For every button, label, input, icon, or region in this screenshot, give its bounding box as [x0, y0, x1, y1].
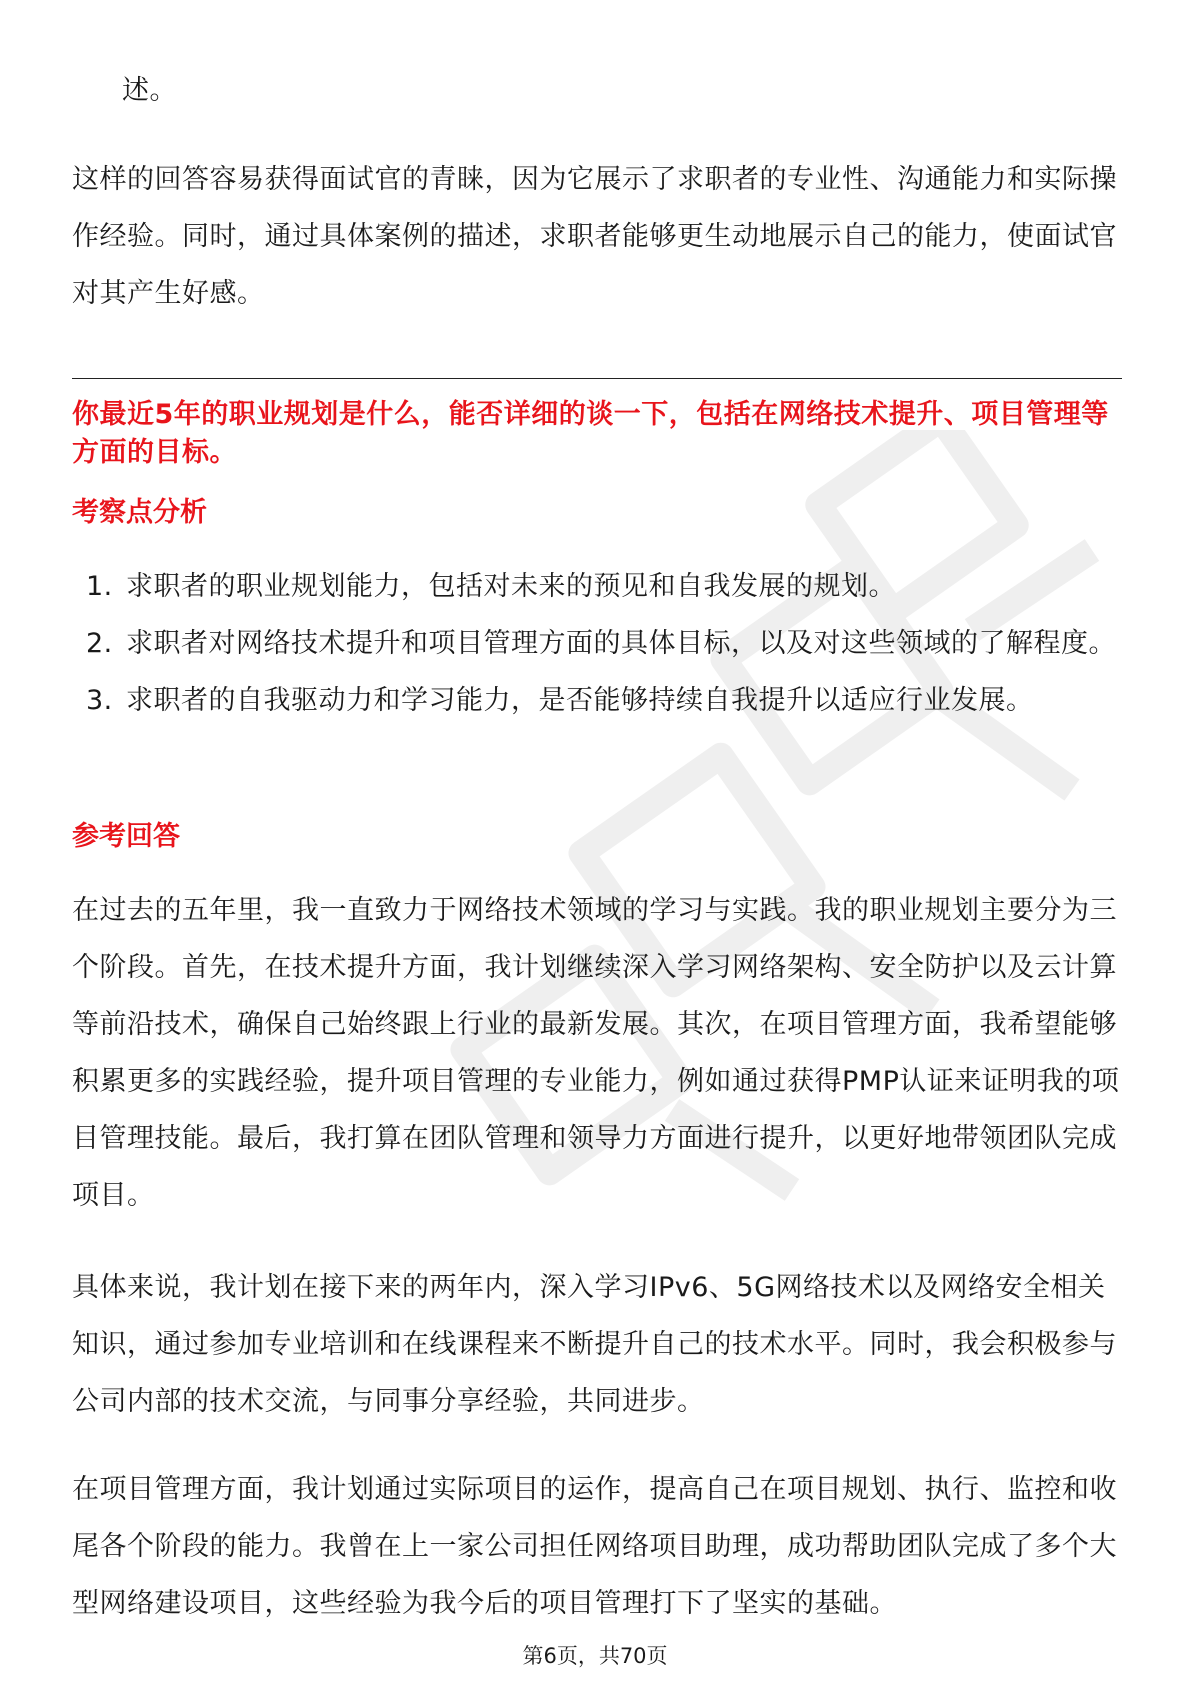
- list-item: [72, 558, 1122, 615]
- answer-heading: 参考回答: [72, 821, 180, 852]
- intro-paragraph: 这样的回答容易获得面试官的青睐，因为它展示了求职者的专业性、沟通能力和实际操作经验。同时，通过具体案例的描述，求职者能够更生动地展示自己的能力，使面试官对其产生好感。: [72, 164, 1117, 309]
- list-item-text: 求职者的职业规划能力，包括对未来的预见和自我发展的规划。: [126, 571, 896, 602]
- answer-paragraph: 在项目管理方面，我计划通过实际项目的运作，提高自己在项目规划、执行、监控和收尾各个阶段的能力。我曾在上一家公司担任网络项目助理，成功帮助团队完成了多个大型网络建设项目，这些经验为我今后的项目管理打下了坚实的基础。: [72, 1474, 1117, 1619]
- answer-paragraph: 在过去的五年里，我一直致力于网络技术领域的学习与实践。我的职业规划主要分为三个阶段。首先，在技术提升方面，我计划继续深入学习网络架构、安全防护以及云计算等前沿技术，确保自己始终跟上行业的最新发展。其次，在项目管理方面，我希望能够积累更多的实践经验，提升项目管理的专业能力，例如通过获得PMP认证来证明我的项目管理技能。最后，我打算在团队管理和领导力方面进行提升，以更好地带领团队完成项目。: [72, 895, 1120, 1211]
- list-item-number: 2.: [86, 628, 113, 659]
- continuation-text: 述。: [122, 75, 177, 106]
- analysis-heading: 考察点分析: [72, 497, 207, 528]
- list-item: [72, 615, 1122, 672]
- list-item-text: 求职者的自我驱动力和学习能力，是否能够持续自我提升以适应行业发展。: [126, 685, 1034, 716]
- document-page: [72, 0, 1122, 1684]
- list-item: [72, 672, 1122, 729]
- page-footer: 第6页，共70页: [522, 1644, 668, 1668]
- interview-question: 你最近5年的职业规划是什么，能否详细的谈一下，包括在网络技术提升、项目管理等方面的目标。: [72, 399, 1109, 468]
- list-item-number: 3.: [86, 685, 113, 716]
- list-item-number: 1.: [86, 571, 113, 602]
- analysis-list: [72, 558, 1122, 729]
- answer-paragraph: 具体来说，我计划在接下来的两年内，深入学习IPv6、5G网络技术以及网络安全相关知识，通过参加专业培训和在线课程来不断提升自己的技术水平。同时，我会积极参与公司内部的技术交流，与同事分享经验，共同进步。: [72, 1272, 1117, 1417]
- section-divider: [72, 378, 1122, 379]
- list-item-text: 求职者对网络技术提升和项目管理方面的具体目标，以及对这些领域的了解程度。: [126, 628, 1116, 659]
